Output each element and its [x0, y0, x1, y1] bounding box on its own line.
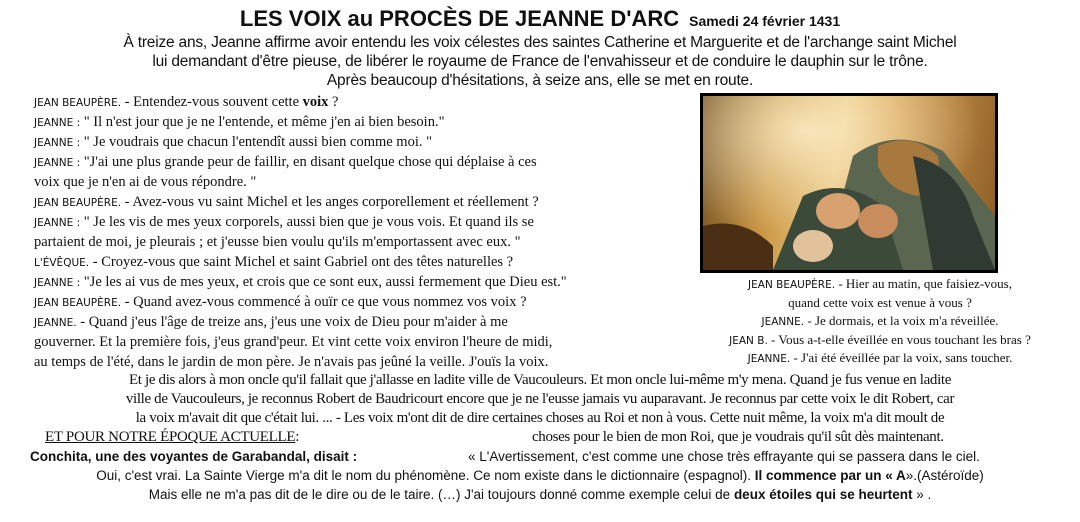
dialogue-text: gouverner. Et la première fois, j'eus grand'peur. Et vint cette voix environ l'heure de midi,	[34, 334, 553, 350]
dialogue-text: - Hier au matin, que faisiez-vous,	[835, 276, 1012, 291]
dialogue-text: "J'ai une plus grande peur de faillir, en disant quelque chose qui déplaise à ces	[80, 154, 537, 170]
dialogue-line	[34, 254, 513, 271]
dialogue-line	[34, 134, 432, 151]
speaker-label: JEAN BEAUPÈRE.	[34, 197, 122, 209]
dialogue-text: - Je dormais, et la voix m'a réveillée.	[804, 313, 999, 328]
dialogue-line	[680, 295, 1080, 311]
intro-line: À treize ans, Jeanne affirme avoir entendu les voix célestes des saintes Catherine et Marguerite et de l'archange saint Michel	[123, 34, 957, 51]
dialogue-line	[34, 334, 552, 351]
dialogue-text: quand cette voix est venue à vous ?	[788, 294, 972, 310]
dialogue-line	[680, 313, 1080, 329]
speaker-label: JEAN BEAUPÈRE.	[34, 297, 122, 309]
text: ».(Astéroïde)	[905, 468, 984, 483]
speaker-label: JEANNE :	[34, 277, 81, 289]
bold-text: voix	[302, 94, 329, 110]
speaker-label: JEAN B.	[729, 334, 768, 347]
dialogue-text: "Je les ai vus de mes yeux, et crois que ce sont eux, aussi fermement que Dieu est."	[80, 274, 567, 290]
text: Oui, c'est vrai. La Sainte Vierge m'a dit le nom du phénomène. Ce nom existe dans le dictionnaire (espagnol).	[96, 468, 755, 483]
conchita-line	[0, 487, 1080, 502]
dialogue-text: " Il n'est jour que je ne l'entende, et même j'en ai bien besoin."	[80, 114, 445, 130]
dialogue-line	[34, 94, 338, 111]
epoque-heading	[45, 429, 299, 446]
speaker-label: JEANNE :	[34, 217, 81, 229]
dialogue-text: - Croyez-vous que saint Michel et saint Gabriel ont des têtes naturelles ?	[89, 254, 514, 270]
speaker-label: JEAN BEAUPÈRE.	[748, 279, 836, 291]
bold-text: deux étoiles qui se heurtent	[733, 487, 913, 502]
dialogue-line	[34, 314, 508, 331]
continuation-line: ville de Vaucouleurs, je reconnus Robert de Baudricourt encore que je ne l'eusse jamais vu auparavant. Je reconnus par cette voix le dit Robert, car	[125, 391, 955, 407]
dialogue-text: - Quand j'eus l'âge de treize ans, j'eus une voix de Dieu pour m'aider à me	[76, 314, 508, 330]
bold-text: Il commence par un « A	[754, 468, 906, 483]
title-main: LES VOIX au PROCÈS DE JEANNE D'ARC	[239, 6, 680, 31]
page-title	[0, 6, 1080, 32]
dialogue-line	[34, 214, 534, 231]
dialogue-line	[34, 274, 567, 291]
conchita-intro: Conchita, une des voyantes de Garabandal, disait :	[30, 449, 358, 464]
dialogue-text: au temps de l'été, dans le jardin de mon père. Je n'avais pas jeûné la veille. J'ouïs la voix.	[34, 354, 549, 370]
title-date: Samedi 24 février 1431	[689, 13, 841, 29]
dialogue-text: voix que je n'en ai de vous répondre. "	[34, 174, 257, 190]
text: Mais elle ne m'a pas dit de le dire ou de le taire. (…) J'ai toujours donné comme exemple celui de	[148, 487, 734, 502]
dialogue-line	[34, 354, 548, 371]
dialogue-text: - Vous a-t-elle éveillée en vous touchant les bras ?	[767, 331, 1031, 347]
dialogue-line	[680, 350, 1080, 366]
continuation-line: la voix m'avait dit que c'était lui. ... - Les voix m'ont dit de dire certaines choses au Roi et non à vous. Cette nuit même, la voix m'a dit moult de	[135, 410, 945, 426]
speaker-label: L'ÉVÊQUE.	[34, 257, 90, 269]
continuation-line: choses pour le bien de mon Roi, que je voudrais qu'il sût dès maintenant.	[532, 429, 944, 445]
speaker-label: JEANNE.	[761, 316, 805, 328]
dialogue-text: - Entendez-vous souvent cette	[121, 94, 303, 110]
dialogue-text: partaient de moi, je pleurais ; et j'eusse bien voulu qu'ils m'emportassent avec eux. "	[34, 234, 521, 250]
intro-line: Après beaucoup d'hésitations, à seize ans, elle se met en route.	[326, 72, 754, 89]
speaker-label: JEANNE :	[34, 137, 81, 149]
dialogue-line	[34, 174, 256, 191]
dialogue-line	[34, 294, 527, 311]
dialogue-text: - Quand avez-vous commencé à ouïr ce que vous nommez vos voix ?	[121, 294, 527, 310]
intro-line: lui demandant d'être pieuse, de libérer le royaume de France de l'envahisseur et de conduire le dauphin sur le trône.	[152, 53, 928, 70]
conchita-line: « L'Avertissement, c'est comme une chose très effrayante qui se passera dans le ciel.	[468, 449, 980, 464]
dialogue-line	[34, 234, 521, 251]
dialogue-line	[34, 154, 537, 171]
dialogue-text: " Je les vis de mes yeux corporels, aussi bien que je vous vois. Et quand ils se	[80, 214, 534, 230]
dialogue-line	[680, 276, 1080, 292]
dialogue-line	[680, 332, 1080, 348]
dialogue-text: - Avez-vous vu saint Michel et les anges corporellement et réellement ?	[121, 194, 539, 210]
epoque-text: ET POUR NOTRE ÉPOQUE ACTUELLE	[45, 429, 296, 445]
painting-figures-icon	[703, 96, 995, 270]
dialogue-text: ?	[328, 94, 339, 110]
continuation-line: Et je dis alors à mon oncle qu'il fallait que j'allasse en ladite ville de Vaucouleurs. Et mon oncle lui-même m'y mena. Quand je fus venue en ladite	[128, 372, 952, 388]
dialogue-text: - J'ai été éveillée par la voix, sans toucher.	[790, 350, 1013, 365]
speaker-label: JEANNE.	[747, 353, 791, 365]
speaker-label: JEAN BEAUPÈRE.	[34, 97, 122, 109]
dialogue-text: " Je voudrais que chacun l'entendît aussi bien comme moi. "	[80, 134, 433, 150]
text: » .	[912, 487, 932, 502]
speaker-label: JEANNE :	[34, 157, 81, 169]
conchita-line	[0, 468, 1080, 483]
painting-image	[700, 93, 998, 273]
speaker-label: JEANNE.	[34, 317, 77, 329]
epoque-colon: :	[295, 429, 300, 445]
dialogue-line	[34, 114, 444, 131]
speaker-label: JEANNE :	[34, 117, 81, 129]
dialogue-line	[34, 194, 539, 211]
